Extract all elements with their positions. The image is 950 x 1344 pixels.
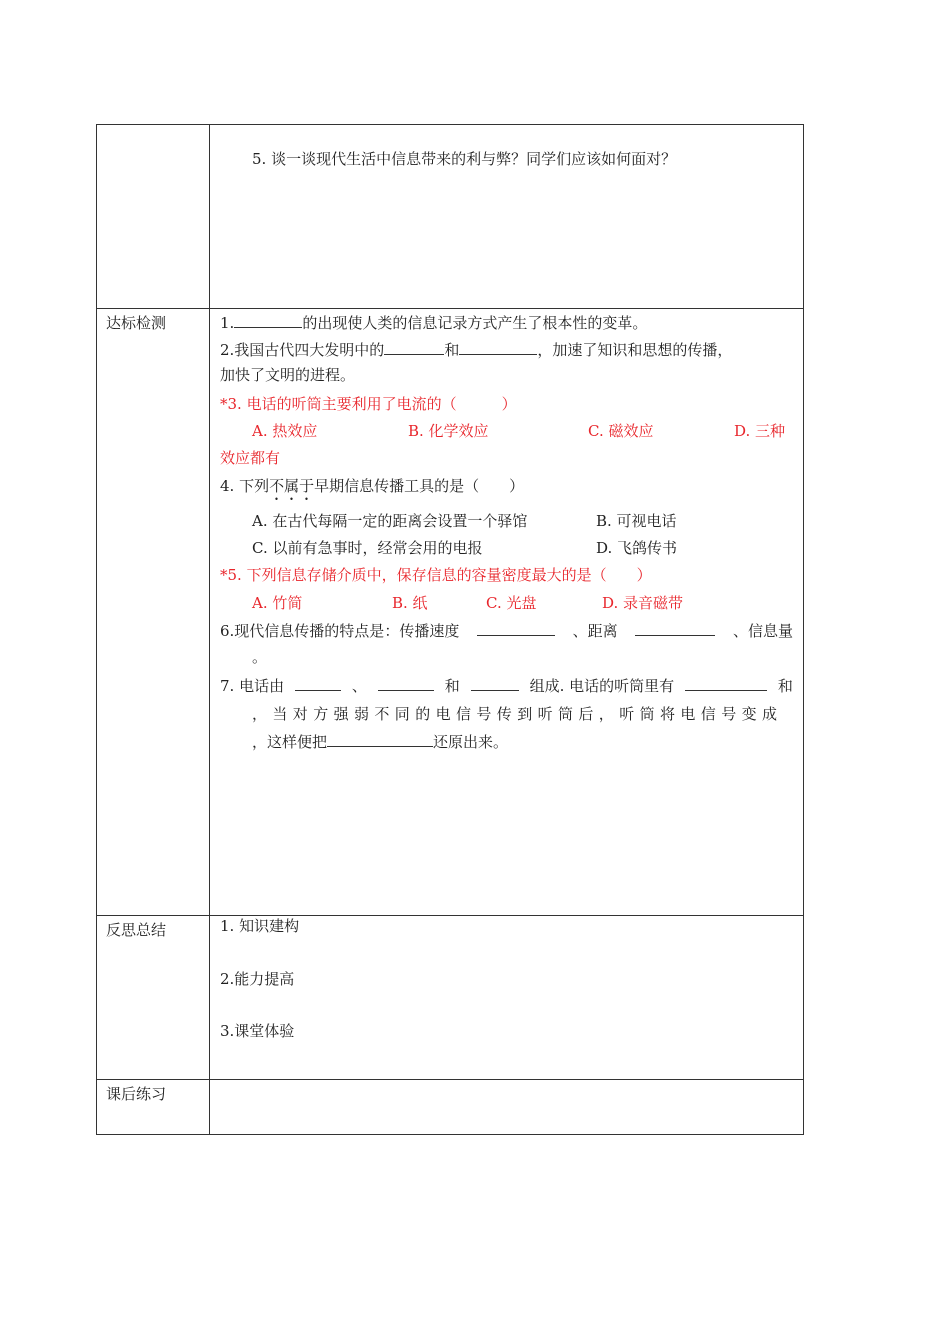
- q4-emphasis: 不属于: [269, 477, 315, 495]
- q2-suffix: ，加速了知识和思想的传播，: [537, 341, 733, 359]
- label-cell-reflect: [97, 916, 210, 1080]
- q3-option-a: A. 热效应: [252, 422, 318, 440]
- q1-blank[interactable]: [234, 313, 302, 328]
- row-discussion: [97, 125, 804, 309]
- section-label-homework: 课后练习: [106, 1085, 167, 1103]
- q7-blank-4[interactable]: [685, 676, 767, 691]
- q5-option-a: A. 竹简: [252, 594, 303, 612]
- q7-sep1: 、: [351, 677, 367, 695]
- reflect-cell: [210, 916, 804, 1080]
- q3-option-d-cont: 效应都有: [220, 449, 281, 467]
- discussion-question: 5. 谈一谈现代生活中信息带来的利与弊？同学们应该如何面对？: [252, 150, 677, 168]
- test-q6: [220, 621, 793, 641]
- test-q2-line2: 加快了文明的进程。: [220, 366, 356, 384]
- q6-blank-2[interactable]: [635, 621, 715, 636]
- q4-option-d: D. 飞鸽传书: [596, 539, 678, 557]
- q4-option-c: C. 以前有急事时，经常会用的电报: [252, 539, 483, 557]
- q7-line2: ，当对方强弱不同的电信号传到听筒后，听筒将电信号变成: [252, 705, 783, 723]
- q7-line3: [252, 732, 793, 752]
- q2-mid: 和: [444, 341, 460, 359]
- q7-prefix: 7. 电话由: [220, 677, 285, 695]
- q1-suffix: 的出现使人类的信息记录方式产生了根本性的变革。: [302, 314, 648, 332]
- test-cell: [210, 309, 804, 916]
- reflect-item-2: 2.能力提高: [220, 970, 295, 988]
- q7-blank-5[interactable]: [327, 732, 433, 747]
- test-q4: [220, 476, 793, 504]
- q4-prefix: 4. 下列: [220, 477, 270, 495]
- q2-blank-2[interactable]: [459, 340, 537, 355]
- q6-mid: 、距离: [572, 622, 618, 640]
- q5-option-b: B. 纸: [392, 594, 428, 612]
- q6-prefix: 6.现代信息传播的特点是：传播速度: [220, 622, 460, 640]
- q1-prefix: 1.: [220, 314, 235, 332]
- test-q5: *5. 下列信息存储介质中，保存信息的容量密度最大的是（ ）: [220, 566, 652, 584]
- q4-option-a: A. 在古代每隔一定的距离会设置一个驿馆: [252, 512, 528, 530]
- label-cell-empty: [97, 125, 210, 309]
- test-q7: [220, 676, 793, 696]
- q6-suffix: 、信息量: [732, 622, 793, 640]
- q6-end: 。: [252, 648, 268, 666]
- row-reflect: [97, 916, 804, 1080]
- row-homework: [97, 1080, 804, 1135]
- q7-mid: 组成. 电话的听筒里有: [529, 677, 675, 695]
- test-q3: *3. 电话的听筒主要利用了电流的（ ）: [220, 395, 517, 413]
- homework-cell[interactable]: [210, 1080, 804, 1135]
- q4-option-b: B. 可视电话: [596, 512, 677, 530]
- row-test: [97, 309, 804, 916]
- q3-option-b: B. 化学效应: [408, 422, 489, 440]
- test-q1: [220, 313, 793, 333]
- label-cell-homework: [97, 1080, 210, 1135]
- q5-option-d: D. 录音磁带: [602, 594, 684, 612]
- q7-and: 和: [777, 677, 793, 695]
- section-label-test: 达标检测: [106, 314, 167, 332]
- q7-line3-prefix: ，这样便把: [252, 733, 328, 751]
- q7-blank-2[interactable]: [378, 676, 434, 691]
- q7-line3-suffix: 还原出来。: [433, 733, 509, 751]
- q7-blank-1[interactable]: [295, 676, 341, 691]
- q6-blank-1[interactable]: [477, 621, 555, 636]
- section-label-reflect: 反思总结: [106, 921, 167, 939]
- worksheet-table: [96, 124, 804, 1135]
- label-cell-test: [97, 309, 210, 916]
- q5-option-c: C. 光盘: [486, 594, 537, 612]
- q3-option-d: D. 三种: [734, 422, 786, 440]
- q3-option-c: C. 磁效应: [588, 422, 654, 440]
- discussion-cell: [210, 125, 804, 309]
- q7-blank-3[interactable]: [471, 676, 519, 691]
- q2-prefix: 2.我国古代四大发明中的: [220, 341, 385, 359]
- q4-suffix: 早期信息传播工具的是（ ）: [314, 477, 525, 495]
- test-q2: [220, 340, 793, 360]
- reflect-item-1: 1. 知识建构: [220, 917, 300, 935]
- q2-blank-1[interactable]: [384, 340, 444, 355]
- reflect-item-3: 3.课堂体验: [220, 1022, 295, 1040]
- q7-sep2: 和: [444, 677, 460, 695]
